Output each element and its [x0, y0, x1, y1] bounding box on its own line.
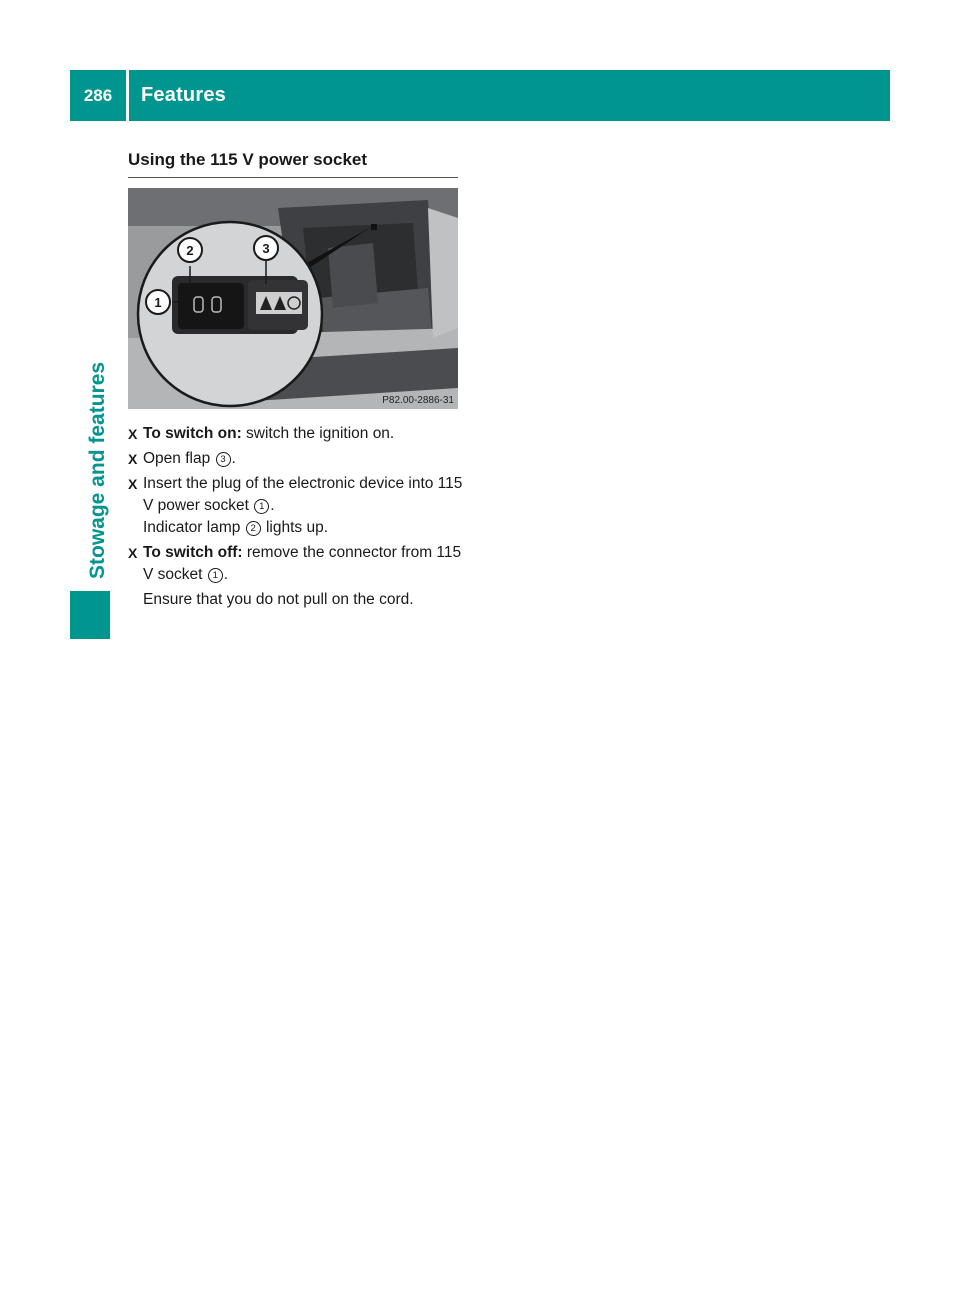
cord-note: Ensure that you do not pull on the cord.	[143, 591, 414, 608]
side-tab-label-wrap	[70, 121, 110, 591]
header-divider	[126, 70, 129, 121]
svg-text:2: 2	[186, 243, 194, 258]
side-tab-label: Stowage and features	[86, 361, 109, 579]
callout-3	[254, 236, 278, 260]
step-text: lights up.	[261, 519, 329, 536]
step-text: Open flap	[143, 450, 215, 467]
page-number: 286	[83, 85, 113, 105]
step-label: To switch off:	[143, 544, 243, 561]
ref-badge: 1	[254, 499, 269, 514]
step-text: .	[223, 566, 229, 583]
step-insert-plug	[128, 473, 468, 539]
step-text: .	[270, 497, 275, 514]
step-label: To switch on:	[143, 425, 242, 442]
ref-badge: 3	[216, 452, 231, 467]
power-socket-figure	[128, 188, 458, 409]
step-switch-on	[128, 423, 468, 445]
step-arrow-icon: X	[128, 426, 138, 442]
step-arrow-icon: X	[128, 451, 138, 467]
section-title: Using the 115 V power socket	[128, 150, 458, 178]
callout-1	[146, 290, 170, 314]
ref-badge: 2	[246, 521, 261, 536]
ref-badge: 1	[208, 568, 223, 583]
step-text: Insert the plug of the electronic device into 115 V power socket	[143, 475, 463, 514]
step-text: Indicator lamp	[143, 519, 245, 536]
instruction-list	[128, 423, 468, 611]
figure-code: P82.00-2886-31	[382, 395, 454, 406]
step-open-flap	[128, 448, 468, 470]
step-text: remove the connector from 115 V socket	[143, 544, 462, 583]
chapter-title: Features	[141, 84, 226, 106]
step-switch-off	[128, 542, 468, 586]
step-arrow-icon: X	[128, 545, 138, 561]
step-arrow-icon: X	[128, 476, 138, 492]
svg-text:1: 1	[154, 295, 162, 310]
step-text: .	[231, 450, 236, 467]
svg-text:3: 3	[262, 241, 270, 256]
callout-2	[178, 238, 202, 262]
step-text: switch the ignition on.	[241, 425, 395, 442]
side-tab-marker	[70, 591, 110, 639]
socket-location-marker	[371, 224, 377, 230]
